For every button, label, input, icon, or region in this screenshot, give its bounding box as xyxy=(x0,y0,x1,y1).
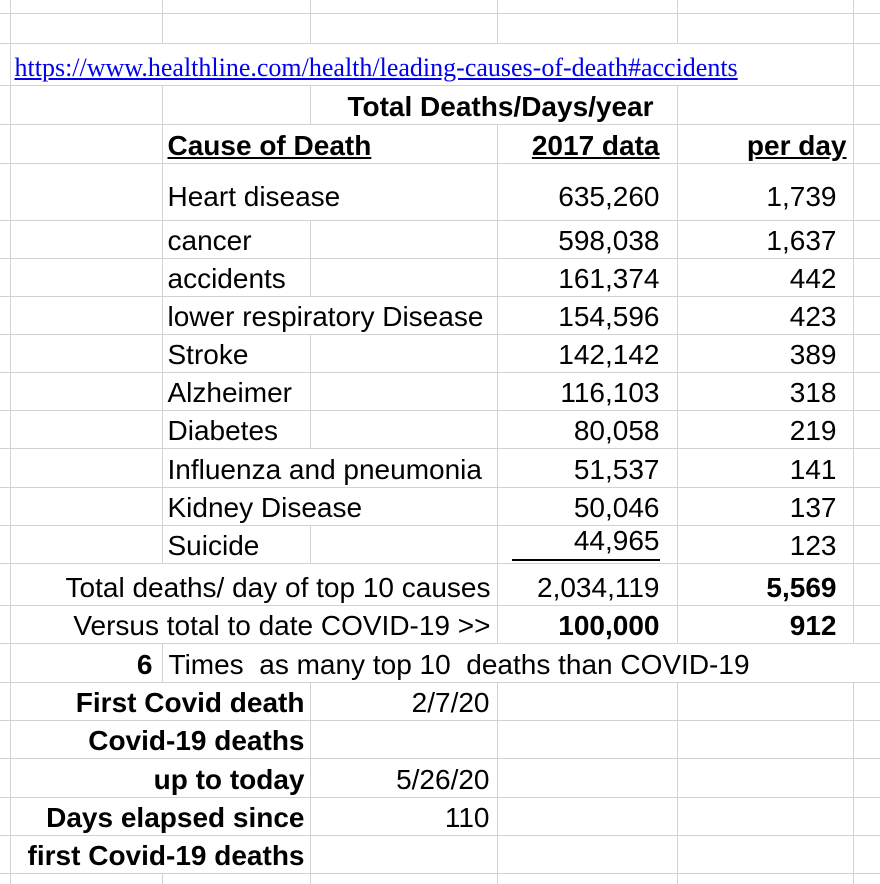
deaths-2017-cell[interactable]: 142,142 xyxy=(497,334,677,372)
empty-cell[interactable] xyxy=(0,525,10,563)
header-2017-data-cell[interactable]: 2017 data xyxy=(497,124,677,163)
deaths-2017-cell[interactable]: 154,596 xyxy=(497,296,677,334)
empty-cell[interactable] xyxy=(853,487,880,525)
ratio-text-cell[interactable]: Times as many top 10 deaths than COVID-19 xyxy=(162,643,880,682)
empty-cell[interactable] xyxy=(310,525,497,563)
empty-cell[interactable] xyxy=(0,563,10,605)
deaths-2017-cell[interactable]: 598,038 xyxy=(497,220,677,258)
top10-total-deaths-cell[interactable]: 2,034,119 xyxy=(497,563,677,605)
empty-cell[interactable] xyxy=(497,835,677,873)
empty-cell[interactable] xyxy=(677,797,853,835)
cause-row xyxy=(0,410,880,448)
cause-row xyxy=(0,220,880,258)
empty-cell[interactable] xyxy=(0,0,10,13)
empty-cell[interactable] xyxy=(0,43,10,85)
empty-cell[interactable] xyxy=(853,13,880,43)
empty-cell[interactable] xyxy=(0,758,10,797)
empty-cell[interactable] xyxy=(0,296,10,334)
sum-underline: 44,965 xyxy=(512,526,660,560)
empty-cell[interactable] xyxy=(0,220,10,258)
empty-cell[interactable] xyxy=(853,563,880,605)
empty-cell[interactable] xyxy=(853,410,880,448)
top10-total-per-day-cell[interactable]: 5,569 xyxy=(677,563,853,605)
empty-cell[interactable] xyxy=(853,525,880,563)
deaths-2017-cell[interactable]: 116,103 xyxy=(497,372,677,410)
empty-cell[interactable] xyxy=(0,643,10,682)
covid-info-label-cell[interactable]: up to today xyxy=(10,758,310,797)
empty-cell[interactable] xyxy=(0,163,10,220)
empty-cell[interactable] xyxy=(0,797,10,835)
covid-info-row xyxy=(0,835,880,873)
covid-info-value-cell[interactable] xyxy=(310,835,497,873)
empty-cell[interactable] xyxy=(853,835,880,873)
empty-cell[interactable] xyxy=(310,873,497,884)
covid-info-label-cell[interactable]: Covid-19 deaths xyxy=(10,720,310,758)
per-day-cell[interactable]: 423 xyxy=(677,296,853,334)
empty-cell[interactable] xyxy=(310,13,497,43)
url-row xyxy=(0,43,880,85)
empty-cell[interactable] xyxy=(0,682,10,720)
covid-info-value-cell[interactable] xyxy=(310,720,497,758)
empty-cell[interactable] xyxy=(10,410,162,448)
total-row xyxy=(0,563,880,605)
top10-total-label-cell[interactable]: Total deaths/ day of top 10 causes xyxy=(10,563,497,605)
empty-cell[interactable] xyxy=(853,85,880,124)
empty-cell[interactable] xyxy=(0,487,10,525)
covid-per-day-cell[interactable]: 912 xyxy=(677,605,853,643)
deaths-2017-cell[interactable]: 635,260 xyxy=(497,163,677,220)
empty-cell[interactable] xyxy=(677,873,853,884)
grid-row xyxy=(0,0,880,13)
covid-info-row xyxy=(0,758,880,797)
cause-name-cell[interactable]: Stroke xyxy=(162,334,310,372)
empty-cell[interactable] xyxy=(677,758,853,797)
deaths-2017-cell[interactable]: 161,374 xyxy=(497,258,677,296)
empty-cell[interactable] xyxy=(10,0,162,13)
empty-cell[interactable] xyxy=(10,448,162,487)
per-day-cell[interactable]: 1,739 xyxy=(677,163,853,220)
header-row xyxy=(0,124,880,163)
empty-cell[interactable] xyxy=(853,296,880,334)
cause-row xyxy=(0,334,880,372)
empty-cell[interactable] xyxy=(162,13,310,43)
total-row xyxy=(0,605,880,643)
empty-cell[interactable] xyxy=(497,0,677,13)
empty-cell[interactable] xyxy=(677,720,853,758)
empty-cell[interactable] xyxy=(0,720,10,758)
covid-info-label-cell[interactable]: Days elapsed since xyxy=(10,797,310,835)
cause-row xyxy=(0,448,880,487)
per-day-cell[interactable]: 442 xyxy=(677,258,853,296)
empty-cell[interactable] xyxy=(310,372,497,410)
empty-cell[interactable] xyxy=(0,873,10,884)
empty-cell[interactable] xyxy=(853,758,880,797)
cause-row xyxy=(0,487,880,525)
empty-cell[interactable] xyxy=(10,85,162,124)
empty-cell[interactable] xyxy=(853,372,880,410)
empty-cell[interactable] xyxy=(677,85,853,124)
empty-cell[interactable] xyxy=(853,43,880,85)
empty-cell[interactable] xyxy=(310,258,497,296)
empty-cell[interactable] xyxy=(853,124,880,163)
deaths-2017-cell[interactable]: 51,537 xyxy=(497,448,677,487)
empty-cell[interactable] xyxy=(310,220,497,258)
url-cell[interactable] xyxy=(10,43,853,85)
per-day-cell[interactable]: 123 xyxy=(677,525,853,563)
covid-info-value-cell[interactable]: 5/26/20 xyxy=(310,758,497,797)
empty-cell[interactable] xyxy=(0,334,10,372)
empty-cell[interactable] xyxy=(310,410,497,448)
empty-cell[interactable] xyxy=(10,487,162,525)
empty-cell[interactable] xyxy=(10,334,162,372)
empty-cell[interactable] xyxy=(0,85,10,124)
empty-cell[interactable] xyxy=(10,258,162,296)
header-per-day-cell[interactable]: per day xyxy=(677,124,853,163)
empty-cell[interactable] xyxy=(0,372,10,410)
empty-cell[interactable] xyxy=(0,448,10,487)
empty-cell[interactable] xyxy=(0,410,10,448)
cause-name-cell[interactable]: cancer xyxy=(162,220,310,258)
empty-cell[interactable] xyxy=(853,220,880,258)
empty-cell[interactable] xyxy=(10,13,162,43)
covid-total-deaths-cell[interactable]: 100,000 xyxy=(497,605,677,643)
table-title-cell[interactable]: Total Deaths/Days/year xyxy=(310,85,677,124)
covid-compare-label-cell[interactable]: Versus total to date COVID-19 >> xyxy=(10,605,497,643)
empty-cell[interactable] xyxy=(853,682,880,720)
cause-name-cell[interactable]: accidents xyxy=(162,258,310,296)
empty-cell[interactable] xyxy=(677,13,853,43)
empty-cell[interactable] xyxy=(10,163,162,220)
empty-cell[interactable] xyxy=(497,873,677,884)
empty-cell[interactable] xyxy=(10,525,162,563)
title-row xyxy=(0,85,880,124)
empty-cell[interactable] xyxy=(10,124,162,163)
empty-cell[interactable] xyxy=(853,797,880,835)
empty-cell[interactable] xyxy=(10,873,162,884)
empty-cell[interactable] xyxy=(497,682,677,720)
cause-name-cell[interactable]: Suicide xyxy=(162,525,310,563)
per-day-cell[interactable]: 141 xyxy=(677,448,853,487)
cause-name-cell[interactable]: Influenza and pneumonia xyxy=(162,448,497,487)
deaths-2017-cell[interactable]: 50,046 xyxy=(497,487,677,525)
empty-cell[interactable] xyxy=(853,605,880,643)
per-day-cell[interactable]: 389 xyxy=(677,334,853,372)
empty-cell[interactable] xyxy=(162,0,310,13)
ratio-row xyxy=(0,643,880,682)
covid-info-row xyxy=(0,720,880,758)
empty-cell[interactable] xyxy=(10,296,162,334)
empty-cell[interactable] xyxy=(853,163,880,220)
empty-cell[interactable] xyxy=(0,835,10,873)
deaths-2017-cell[interactable]: 80,058 xyxy=(497,410,677,448)
cause-row xyxy=(0,525,880,563)
cause-name-cell[interactable]: Alzheimer xyxy=(162,372,310,410)
covid-info-row xyxy=(0,682,880,720)
per-day-cell[interactable]: 137 xyxy=(677,487,853,525)
cause-row xyxy=(0,372,880,410)
empty-cell[interactable] xyxy=(853,258,880,296)
cause-row xyxy=(0,296,880,334)
per-day-cell[interactable]: 318 xyxy=(677,372,853,410)
empty-cell[interactable] xyxy=(853,873,880,884)
empty-cell[interactable] xyxy=(0,605,10,643)
empty-cell[interactable] xyxy=(497,797,677,835)
empty-cell[interactable] xyxy=(853,720,880,758)
empty-cell[interactable] xyxy=(853,448,880,487)
ratio-value-cell[interactable]: 6 xyxy=(10,643,162,682)
empty-cell[interactable] xyxy=(0,124,10,163)
empty-cell[interactable] xyxy=(10,220,162,258)
empty-cell[interactable] xyxy=(0,13,10,43)
covid-info-value-cell[interactable]: 110 xyxy=(310,797,497,835)
covid-info-label-cell[interactable]: First Covid death xyxy=(10,682,310,720)
cause-name-cell[interactable]: Diabetes xyxy=(162,410,310,448)
empty-cell[interactable] xyxy=(497,13,677,43)
covid-info-label-cell[interactable]: first Covid-19 deaths xyxy=(10,835,310,873)
empty-cell[interactable] xyxy=(677,0,853,13)
empty-cell[interactable] xyxy=(162,85,310,124)
cause-name-cell[interactable]: Kidney Disease xyxy=(162,487,497,525)
header-cause-of-death-cell[interactable]: Cause of Death xyxy=(162,124,497,163)
empty-cell[interactable] xyxy=(853,0,880,13)
covid-info-row xyxy=(0,797,880,835)
covid-info-value-cell[interactable]: 2/7/20 xyxy=(310,682,497,720)
grid-row xyxy=(0,13,880,43)
cause-name-cell[interactable]: Heart disease xyxy=(162,163,497,220)
empty-cell[interactable] xyxy=(0,258,10,296)
empty-cell[interactable] xyxy=(310,334,497,372)
cause-row xyxy=(0,258,880,296)
healthline-link[interactable]: https://www.healthline.com/health/leading-causes-of-death#accidents xyxy=(14,53,738,83)
empty-cell[interactable] xyxy=(10,372,162,410)
empty-cell[interactable] xyxy=(677,682,853,720)
empty-cell[interactable] xyxy=(853,334,880,372)
empty-cell[interactable] xyxy=(497,758,677,797)
per-day-cell[interactable]: 1,637 xyxy=(677,220,853,258)
empty-cell[interactable] xyxy=(497,720,677,758)
empty-cell[interactable] xyxy=(310,0,497,13)
per-day-cell[interactable]: 219 xyxy=(677,410,853,448)
cause-row xyxy=(0,163,880,220)
deaths-2017-cell[interactable] xyxy=(497,525,677,563)
grid-row xyxy=(0,873,880,884)
empty-cell[interactable] xyxy=(162,873,310,884)
empty-cell[interactable] xyxy=(677,835,853,873)
cause-name-cell[interactable]: lower respiratory Disease xyxy=(162,296,497,334)
